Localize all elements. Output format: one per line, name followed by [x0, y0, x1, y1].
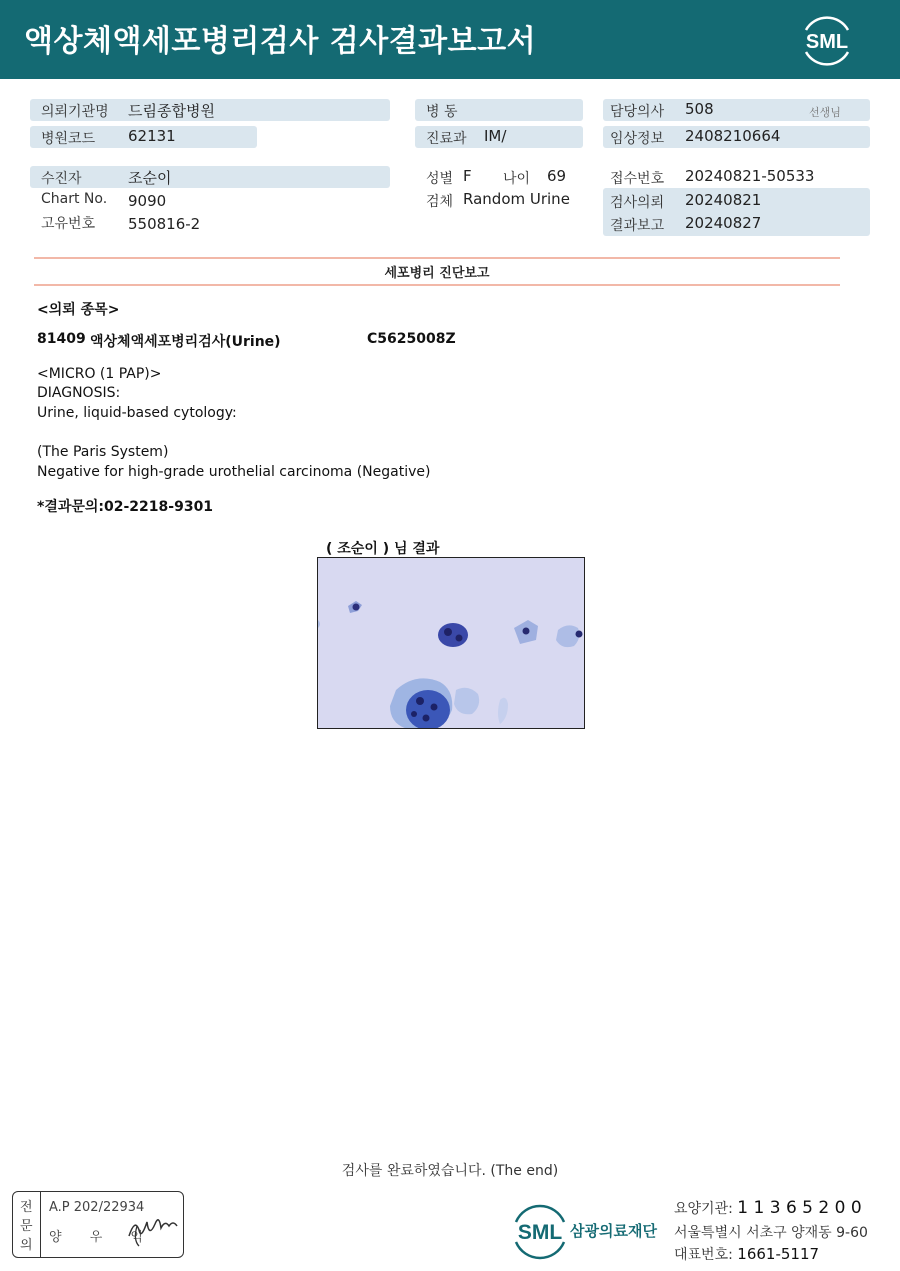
- hospital-code-value: 62131: [128, 127, 176, 145]
- test-request-value: 20240821: [685, 191, 762, 209]
- doctor-suffix: 선생님: [809, 106, 841, 119]
- institution-value: 드림종합병원: [128, 102, 215, 120]
- stamp-ap-number: A.P 202/22934: [49, 1200, 145, 1215]
- facility-label: 요양기관:: [674, 1201, 733, 1217]
- result-inquiry: *결과문의:02-2218-9301: [37, 499, 214, 515]
- ward-label: 병 동: [426, 104, 458, 120]
- unique-id-value: 550816-2: [128, 215, 201, 233]
- phone-label: 대표번호:: [674, 1247, 733, 1263]
- chart-no-label: Chart No.: [41, 191, 108, 207]
- diagnosis-label: DIAGNOSIS:: [37, 385, 121, 401]
- item-name: 액상체액세포병리검사(Urine): [90, 334, 281, 350]
- sex-value: F: [463, 167, 472, 185]
- reception-label: 접수번호: [610, 171, 665, 187]
- section-divider-bottom: [34, 284, 840, 286]
- test-request-label: 검사의뢰: [610, 195, 665, 211]
- signature-icon: [123, 1206, 183, 1250]
- patient-value: 조순이: [128, 169, 172, 187]
- unique-id-label: 고유번호: [41, 216, 96, 232]
- facility-code: 1 1 3 6 5 2 0 0: [737, 1198, 862, 1218]
- reception-value: 20240821-50533: [685, 167, 815, 185]
- specimen-value: Random Urine: [463, 190, 570, 208]
- diagnosis-result: Negative for high-grade urothelial carcinoma (Negative): [37, 464, 431, 480]
- stamp-side-label: [13, 1192, 41, 1257]
- section-title: 세포병리 진단보고: [384, 266, 490, 281]
- doctor-label: 담당의사: [610, 104, 665, 120]
- hospital-code-label: 병원코드: [41, 131, 96, 147]
- stamp-char-1: 전: [20, 1200, 33, 1215]
- svg-text:SML: SML: [805, 31, 849, 53]
- specimen-label: 검체: [426, 194, 454, 210]
- image-caption: ( 조순이 ) 님 결과: [326, 541, 440, 557]
- department-value: IM/: [484, 127, 507, 145]
- svg-text:SML: SML: [517, 1221, 563, 1244]
- result-report-value: 20240827: [685, 214, 762, 232]
- phone-line: [674, 1244, 819, 1264]
- patient-field-bg: [30, 166, 390, 188]
- stamp-pathologist-name: 양 우 익: [49, 1230, 155, 1245]
- diagnosis-specimen: Urine, liquid-based cytology:: [37, 405, 237, 421]
- phone-value: 1661-5117: [737, 1245, 820, 1263]
- report-title: 액상체액세포병리검사 검사결과보고서: [24, 24, 537, 59]
- facility-code-line: [674, 1198, 862, 1218]
- sml-logo-icon: [798, 12, 856, 68]
- doctor-value: 508: [685, 100, 714, 118]
- institution-label: 의뢰기관명: [41, 104, 109, 120]
- section-divider-top: [34, 257, 840, 259]
- result-report-label: 결과보고: [610, 218, 665, 234]
- age-value: 69: [547, 167, 567, 185]
- item-code: 81409: [37, 331, 86, 347]
- stamp-char-3: 의: [20, 1238, 33, 1253]
- pathologist-stamp: [12, 1191, 184, 1258]
- diagnosis-system: (The Paris System): [37, 444, 169, 460]
- clinical-info-value: 2408210664: [685, 127, 781, 145]
- chart-no-value: 9090: [128, 192, 167, 210]
- department-label: 진료과: [426, 131, 467, 147]
- report-header: [0, 0, 900, 79]
- item-id: C5625008Z: [367, 331, 456, 347]
- clinical-info-label: 임상정보: [610, 131, 665, 147]
- age-label: 나이: [503, 171, 531, 187]
- cytology-image: [317, 557, 585, 729]
- stamp-char-2: 문: [20, 1219, 33, 1234]
- end-message: 검사를 완료하였습니다. (The end): [341, 1163, 559, 1179]
- footer-org-name: 삼광의료재단: [570, 1222, 657, 1240]
- items-heading: <의뢰 종목>: [37, 302, 120, 318]
- address-line: 서울특별시 서초구 양재동 9-60: [674, 1225, 868, 1241]
- patient-label: 수진자: [41, 171, 82, 187]
- cytology-cells-image: [318, 558, 585, 729]
- micro-heading: <MICRO (1 PAP)>: [37, 366, 162, 382]
- sex-label: 성별: [426, 171, 454, 187]
